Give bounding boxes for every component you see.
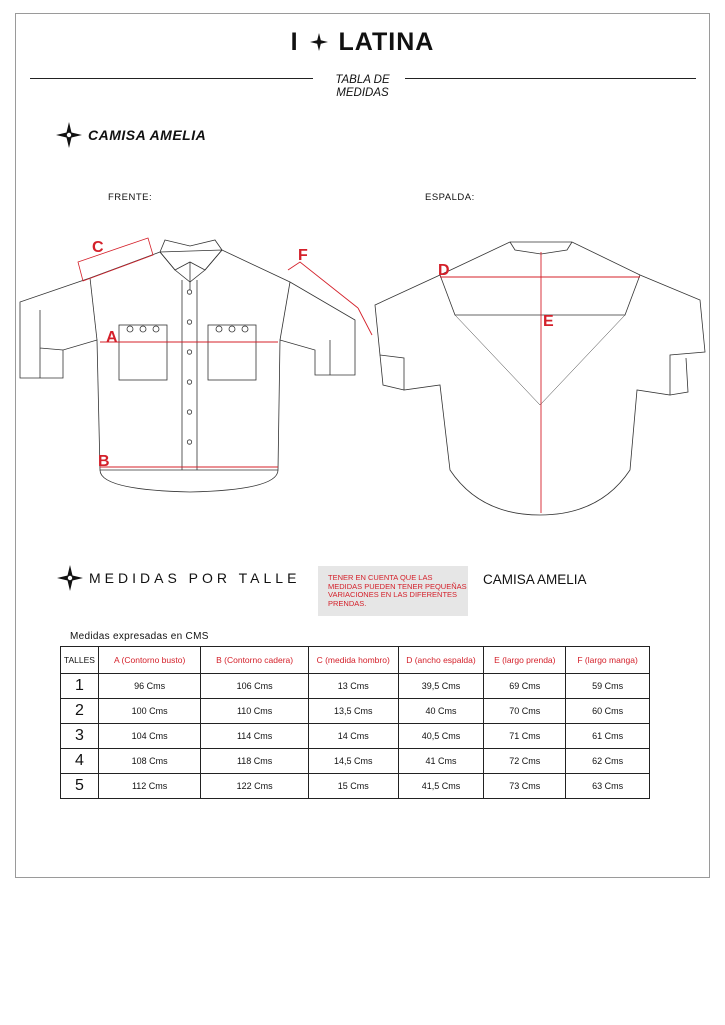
- table-cell: 96 Cms: [98, 674, 201, 699]
- table-cell: 73 Cms: [484, 774, 566, 799]
- table-cell: 106 Cms: [201, 674, 308, 699]
- table-row: [61, 774, 650, 799]
- table-row: [61, 674, 650, 699]
- measure-markers: [92, 239, 554, 470]
- size-cell: 5: [61, 774, 99, 799]
- table-cell: 40 Cms: [398, 699, 484, 724]
- back-view-label: ESPALDA:: [425, 192, 475, 203]
- table-cell: 104 Cms: [98, 724, 201, 749]
- size-cell: 4: [61, 749, 99, 774]
- table-row: [61, 749, 650, 774]
- table-cell: 71 Cms: [484, 724, 566, 749]
- marker-a: A: [106, 329, 118, 346]
- table-cell: 114 Cms: [201, 724, 308, 749]
- size-table: [60, 646, 650, 799]
- table-cell: 13 Cms: [308, 674, 398, 699]
- marker-d: D: [438, 262, 450, 279]
- front-view-label: FRENTE:: [108, 192, 153, 203]
- size-cell: 1: [61, 674, 99, 699]
- front-shirt-drawing: [20, 240, 355, 492]
- column-header: E (largo prenda): [484, 647, 566, 674]
- sizes-section-heading: [57, 565, 300, 591]
- subtitle-line-2: MEDIDAS: [336, 87, 389, 99]
- table-cell: 122 Cms: [201, 774, 308, 799]
- table-cell: 13,5 Cms: [308, 699, 398, 724]
- size-cell: 3: [61, 724, 99, 749]
- table-cell: 62 Cms: [566, 749, 650, 774]
- four-point-star-icon: [57, 565, 83, 591]
- marker-c: C: [92, 239, 104, 256]
- product-name: CAMISA AMELIA: [88, 127, 207, 143]
- column-header: B (Contorno cadera): [201, 647, 308, 674]
- table-cell: 15 Cms: [308, 774, 398, 799]
- marker-e: E: [543, 313, 554, 330]
- table-cell: 14 Cms: [308, 724, 398, 749]
- table-cell: 41,5 Cms: [398, 774, 484, 799]
- marker-f: F: [298, 247, 308, 264]
- marker-b: B: [98, 453, 110, 470]
- table-cell: 40,5 Cms: [398, 724, 484, 749]
- table-row: [61, 699, 650, 724]
- brand-left: I: [290, 28, 299, 56]
- table-cell: 100 Cms: [98, 699, 201, 724]
- column-header: F (largo manga): [566, 647, 650, 674]
- section-product-name: CAMISA AMELIA: [483, 572, 587, 587]
- section-title: MEDIDAS POR TALLE: [89, 570, 301, 586]
- table-cell: 72 Cms: [484, 749, 566, 774]
- units-label: Medidas expresadas en CMS: [70, 631, 209, 642]
- front-measure-lines: [78, 238, 372, 467]
- column-header: A (Contorno busto): [98, 647, 201, 674]
- subtitle-line-1: TABLA DE: [335, 74, 390, 86]
- column-header: C (medida hombro): [308, 647, 398, 674]
- table-cell: 118 Cms: [201, 749, 308, 774]
- table-cell: 41 Cms: [398, 749, 484, 774]
- table-cell: 110 Cms: [201, 699, 308, 724]
- column-header: D (ancho espalda): [398, 647, 484, 674]
- table-row: [61, 724, 650, 749]
- table-cell: 70 Cms: [484, 699, 566, 724]
- table-cell: 14,5 Cms: [308, 749, 398, 774]
- table-cell: 69 Cms: [484, 674, 566, 699]
- table-cell: 63 Cms: [566, 774, 650, 799]
- back-shirt-drawing: [375, 242, 705, 515]
- back-measure-lines: [440, 252, 640, 513]
- column-header: TALLES: [61, 647, 99, 674]
- table-cell: 39,5 Cms: [398, 674, 484, 699]
- variation-note: TENER EN CUENTA QUE LAS MEDIDAS PUEDEN TENER PEQUEÑAS VARIACIONES EN LAS DIFERENTES PRENDAS.: [318, 566, 468, 616]
- size-cell: 2: [61, 699, 99, 724]
- table-cell: 59 Cms: [566, 674, 650, 699]
- table-cell: 61 Cms: [566, 724, 650, 749]
- table-cell: 112 Cms: [98, 774, 201, 799]
- table-header-row: [61, 647, 650, 674]
- brand-right: LATINA: [338, 28, 435, 56]
- table-cell: 60 Cms: [566, 699, 650, 724]
- table-cell: 108 Cms: [98, 749, 201, 774]
